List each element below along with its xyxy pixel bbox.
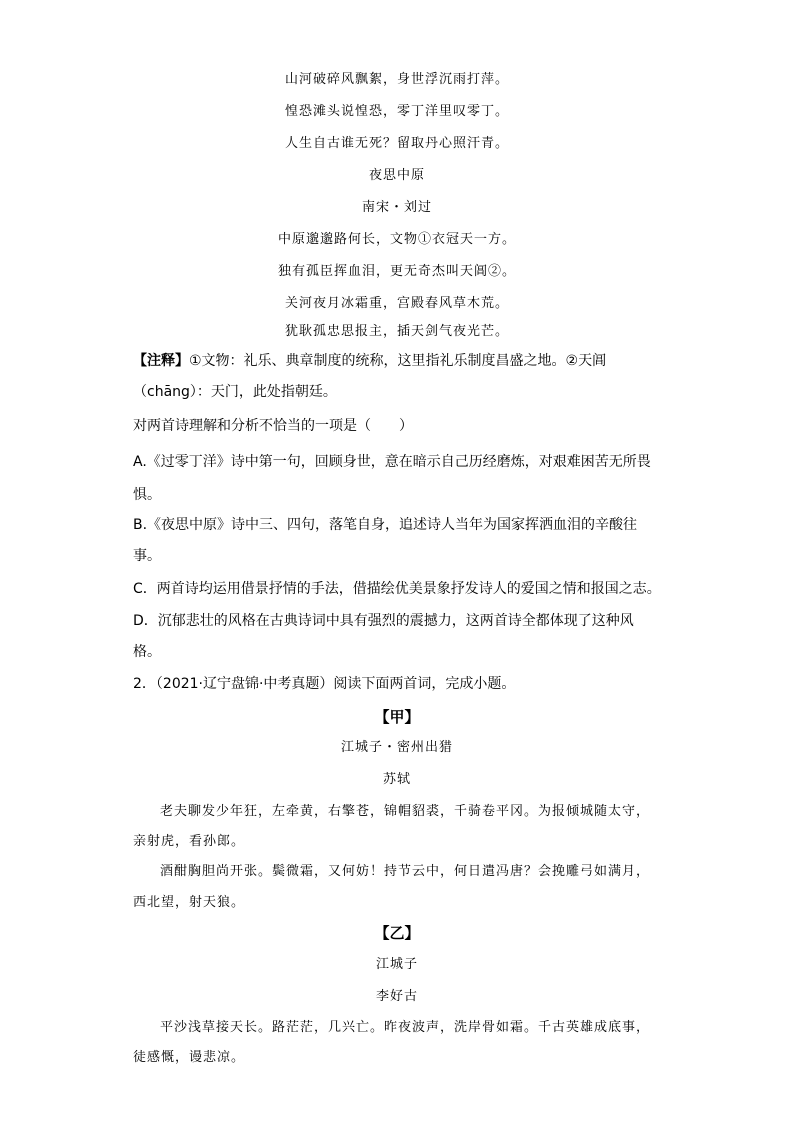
poem-paragraph: 西北望，射天狼。: [133, 895, 246, 910]
annotation-text: （chāng）：天门，此处指朝廷。: [133, 384, 337, 400]
annotation-text: ①文物：礼乐、典章制度的统称，这里指礼乐制度昌盛之地。②天阊: [189, 353, 607, 369]
poem-author: 苏轼: [382, 772, 411, 787]
section-marker-jia: 【甲】: [374, 708, 420, 726]
poem-title: 夜思中原: [368, 168, 425, 183]
poem-title: 江城子: [375, 957, 418, 972]
annotation: [133, 350, 606, 370]
poem-line: 惶恐滩头说惶恐，零丁洋里叹零丁。: [284, 104, 509, 119]
poem-line: 中原邈邈路何长，文物①衣冠天一方。: [277, 232, 516, 247]
poem-paragraph: 老夫聊发少年狂，左牵黄，右擎苍，锦帽貂裘，千骑卷平冈。为报倾城随太守，: [160, 804, 651, 819]
poem-title: 江城子・密州出猎: [340, 740, 453, 755]
poem-paragraph: 酒酣胸胆尚开张。鬓微霜，又何妨！持节云中，何日遣冯唐？会挽雕弓如满月，: [160, 864, 651, 879]
option-a-cont: 惧。: [133, 487, 161, 503]
option-c: C．两首诗均运用借景抒情的手法，借描绘优美景象抒发诗人的爱国之情和报国之志。: [133, 581, 661, 597]
poem-line: 山河破碎风飘絮，身世浮沉雨打萍。: [284, 72, 509, 87]
poem-paragraph: 亲射虎，看孙郎。: [133, 834, 246, 849]
poem-line: 犹耿孤忠思报主，插天剑气夜光芒。: [284, 324, 509, 339]
poem-line: 关河夜月冰霜重，宫殿春风草木荒。: [284, 296, 509, 311]
poem-line: 独有孤臣挥血泪，更无奇杰叫天阊②。: [277, 264, 516, 279]
annotation-label: 【注释】: [133, 353, 189, 369]
option-a: A.《过零丁洋》诗中第一句，回顾身世，意在暗示自己历经磨炼，对艰难困苦无所畏: [133, 454, 651, 470]
option-d-cont: 格。: [133, 644, 161, 660]
option-d: D．沉郁悲壮的风格在古典诗词中具有强烈的震撼力，这两首诗全都体现了这种风: [133, 613, 634, 629]
poem-line: 人生自古谁无死？留取丹心照汗青。: [284, 136, 509, 151]
question-stem: 对两首诗理解和分析不恰当的一项是（ ）: [133, 418, 413, 434]
poem-paragraph: 平沙浅草接天长。路茫茫，几兴亡。昨夜波声，洗岸骨如霜。千古英雄成底事，: [160, 1020, 651, 1035]
option-b: B.《夜思中原》诗中三、四句，落笔自身，追述诗人当年为国家挥洒血泪的辛酸往: [133, 517, 638, 533]
question-2-stem: 2．（2021·辽宁盘锦·中考真题）阅读下面两首词，完成小题。: [133, 676, 516, 692]
section-marker-yi: 【乙】: [374, 924, 420, 942]
poem-author: 李好古: [375, 989, 418, 1004]
poem-author: 南宋・刘过: [361, 200, 432, 215]
option-b-cont: 事。: [133, 548, 161, 564]
poem-paragraph: 徒感慨，谩悲凉。: [133, 1050, 246, 1065]
